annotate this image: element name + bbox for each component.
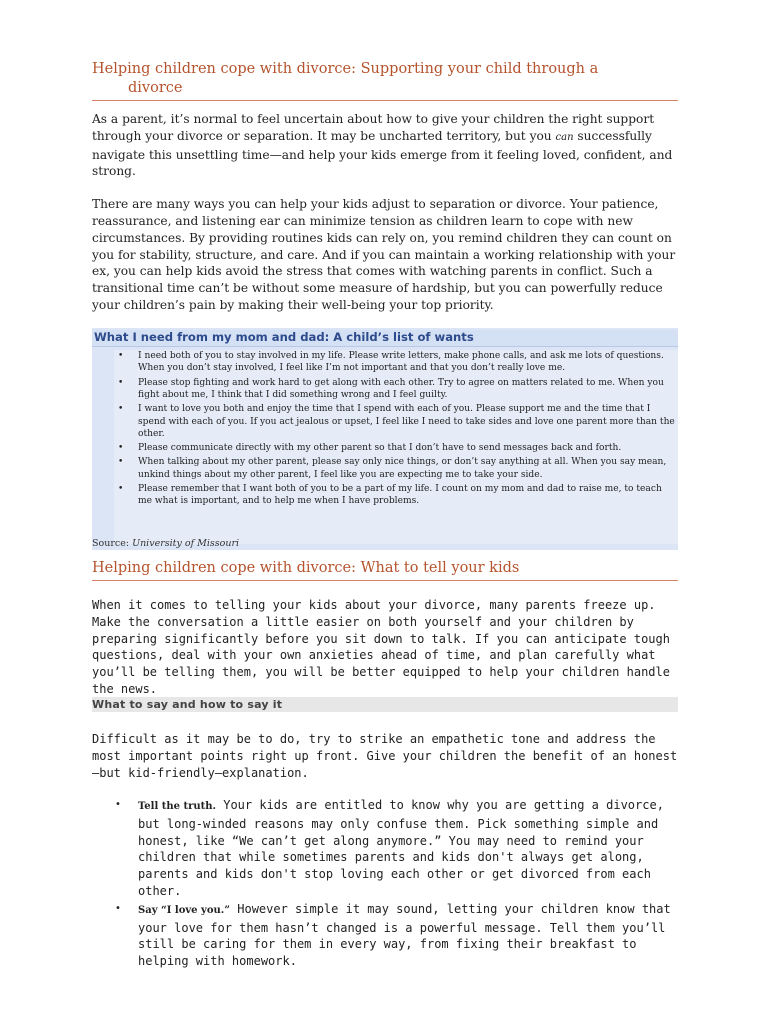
tip-lead: Tell the truth. bbox=[138, 801, 216, 812]
intro-text-a: As a parent, it’s normal to feel uncertain about how to give your children the right support through your divorce or separation. It may be uncharted territory, but you bbox=[92, 112, 655, 143]
tip-lead: Say “I love you.” bbox=[138, 904, 231, 916]
bullet-icon: • bbox=[115, 902, 121, 914]
list-item bbox=[112, 901, 678, 970]
list-item bbox=[114, 483, 678, 508]
section1-heading bbox=[92, 60, 678, 101]
list-item-text: I need both of you to stay involved in my life. Please write letters, make phone calls, and ask me lots of questions. When you don’t stay involved, I feel like I’m not important and that you don’t really love me. bbox=[138, 351, 664, 374]
bullet-icon: • bbox=[118, 377, 124, 388]
wants-list bbox=[114, 350, 678, 544]
intro-paragraph bbox=[92, 111, 678, 180]
section2-heading: Helping children cope with divorce: What to tell your kids bbox=[92, 559, 678, 581]
bullet-icon: • bbox=[118, 484, 124, 495]
wants-box-title bbox=[92, 330, 678, 347]
list-item bbox=[114, 350, 678, 375]
bullet-icon: • bbox=[115, 799, 121, 810]
bullet-icon: • bbox=[118, 457, 124, 468]
source-credit bbox=[92, 538, 239, 549]
list-item-text: Please stop fighting and work hard to get along with each other. Try to agree on matters related to me. When you fight about me, I think that I did something wrong and I feel guilty. bbox=[138, 377, 664, 401]
section1 bbox=[92, 60, 678, 314]
list-item-text: When talking about my other parent, please say only nice things, or don’t say anything at all. When you say mean, unkind things about my other parent, I feel like you are expecting me to take your side. bbox=[138, 457, 667, 480]
section1-heading-line1: Helping children cope with divorce: Supporting your child through a bbox=[92, 61, 599, 77]
intro-text-b: successfully navigate this unsettling time—and help your kids emerge from it feeling loved, confident, and strong. bbox=[92, 128, 673, 179]
source-label: Source: bbox=[92, 538, 133, 549]
list-item bbox=[114, 442, 678, 454]
subheading-what-to-say: What to say and how to say it bbox=[92, 697, 678, 712]
list-item bbox=[114, 377, 678, 402]
wants-box bbox=[92, 328, 678, 550]
list-item-text: Please communicate directly with my other parent so that I don’t have to send messages back and forth. bbox=[138, 443, 622, 454]
list-item bbox=[114, 456, 678, 481]
tips-list bbox=[112, 797, 678, 971]
list-item-text: Please remember that I want both of you to be a part of my life. I count on my mom and dad to raise me, to teach me what is important, and to help me when I have problems. bbox=[138, 484, 662, 507]
bullet-icon: • bbox=[118, 404, 124, 415]
bullet-icon: • bbox=[118, 351, 124, 361]
intro-emphasis: can bbox=[555, 131, 574, 143]
telling-paragraph: When it comes to telling your kids about your divorce, many parents freeze up. Make the conversation a little easier on both yourself and your children by preparing significantly before you sit down to talk. If you can anticipate tough questions, deal with your own anxieties ahead of time, and plan carefully what you’ll be telling them, you will be better equipped to help your children handle the news. bbox=[92, 598, 670, 696]
wants-box-title-text: What I need from my mom and dad: A child’s list of wants bbox=[94, 330, 474, 344]
list-item bbox=[114, 403, 678, 440]
list-item bbox=[112, 797, 678, 900]
ways-paragraph: There are many ways you can help your kids adjust to separation or divorce. Your patience, reassurance, and listening ear can minimize tension as children learn to cope with new circumstances. By providing routines kids can rely on, you remind children they can count on you for stability, structure, and care. And if you can maintain a working relationship with your ex, you can help kids avoid the stress that comes with watching parents in conflict. Such a transitional time can’t be without some measure of hardship, but you can powerfully reduce your children’s pain by making their well-being your top priority. bbox=[92, 197, 676, 312]
source-link[interactable]: University of Missouri bbox=[132, 538, 240, 549]
difficult-paragraph: Difficult as it may be to do, try to strike an empathetic tone and address the most important points right up front. Give your children the benefit of an honest—but kid-friendly—explanation. bbox=[92, 732, 678, 780]
tip-text: However simple it may sound, letting your children know that your love for them hasn’t changed is a powerful message. Tell them you’ll still be caring for them in every way, from fixing their breakfast to helping with homework. bbox=[138, 901, 671, 969]
bullet-icon: • bbox=[118, 443, 124, 454]
tip-text: Your kids are entitled to know why you are getting a divorce, but long-winded reasons may only confuse them. Pick something simple and honest, like “We can’t get along anymore.” You may need to remind your children that while sometimes parents and kids don't always get along, parents and kids don't stop loving each other or get divorced from each other. bbox=[138, 798, 664, 898]
section1-heading-line2: divorce bbox=[128, 80, 183, 96]
list-item-text: I want to love you both and enjoy the time that I spend with each of you. Please support me and the time that I spend with each of you. If you act jealous or upset, I feel like I need to take sides and love one parent more than the other. bbox=[138, 404, 675, 440]
